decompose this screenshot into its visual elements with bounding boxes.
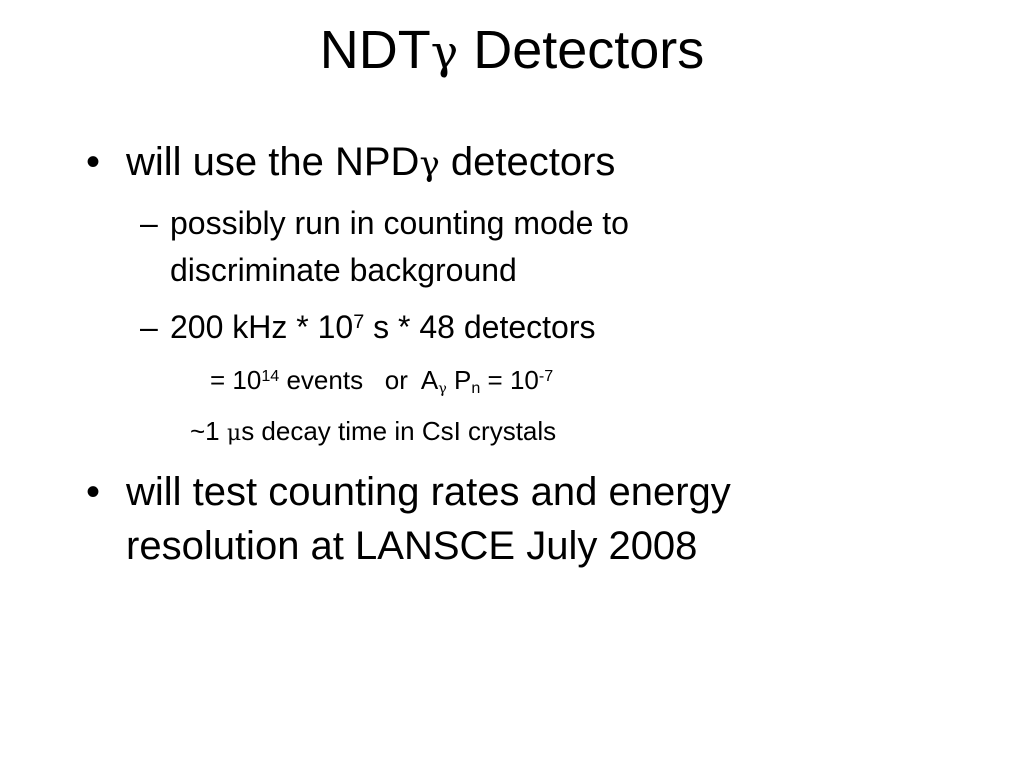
title-gamma: γ	[430, 25, 459, 79]
title-text: NDT	[319, 20, 431, 80]
decay-prefix: ~1	[190, 416, 227, 446]
rate-rest: s * 48 detectors	[364, 309, 596, 345]
bullet-marker: •	[86, 140, 101, 184]
sub-bullet-line2: discriminate background	[170, 252, 517, 288]
sub-bullet-rate-text	[170, 304, 595, 350]
polarization-subscript-n: n	[471, 379, 481, 398]
dash-marker: –	[140, 205, 158, 241]
bullet-suffix: detectors	[439, 140, 616, 184]
result-eq: = 10	[480, 365, 539, 395]
result-exponent: -7	[538, 366, 554, 385]
bullet-marker: •	[86, 470, 101, 514]
detail-events-line	[210, 362, 553, 403]
dash-marker: –	[140, 309, 158, 345]
sub-bullet-line1: possibly run in counting mode to	[170, 205, 629, 241]
polarization-p: P	[446, 365, 472, 395]
title-rest: Detectors	[458, 20, 705, 80]
slide-title	[0, 10, 1024, 92]
decay-mu: μ	[226, 421, 242, 446]
bullet-line2: resolution at LANSCE July 2008	[126, 524, 698, 568]
events-exponent: 14	[261, 366, 280, 385]
rate-exponent: 7	[353, 311, 365, 334]
detail-decay-line	[190, 413, 556, 452]
bullet-text	[126, 135, 615, 191]
bullet-prefix: will use the NPD	[126, 140, 420, 184]
bullet-gamma: γ	[419, 144, 440, 184]
asym-subscript-gamma: γ	[438, 380, 447, 397]
bullet-line1: will test counting rates and energy	[126, 470, 731, 514]
events-eq: = 10	[210, 365, 262, 395]
rate-base: 200 kHz * 10	[170, 309, 354, 345]
events-text: events or A	[279, 365, 439, 395]
decay-rest: s decay time in CsI crystals	[241, 416, 557, 446]
